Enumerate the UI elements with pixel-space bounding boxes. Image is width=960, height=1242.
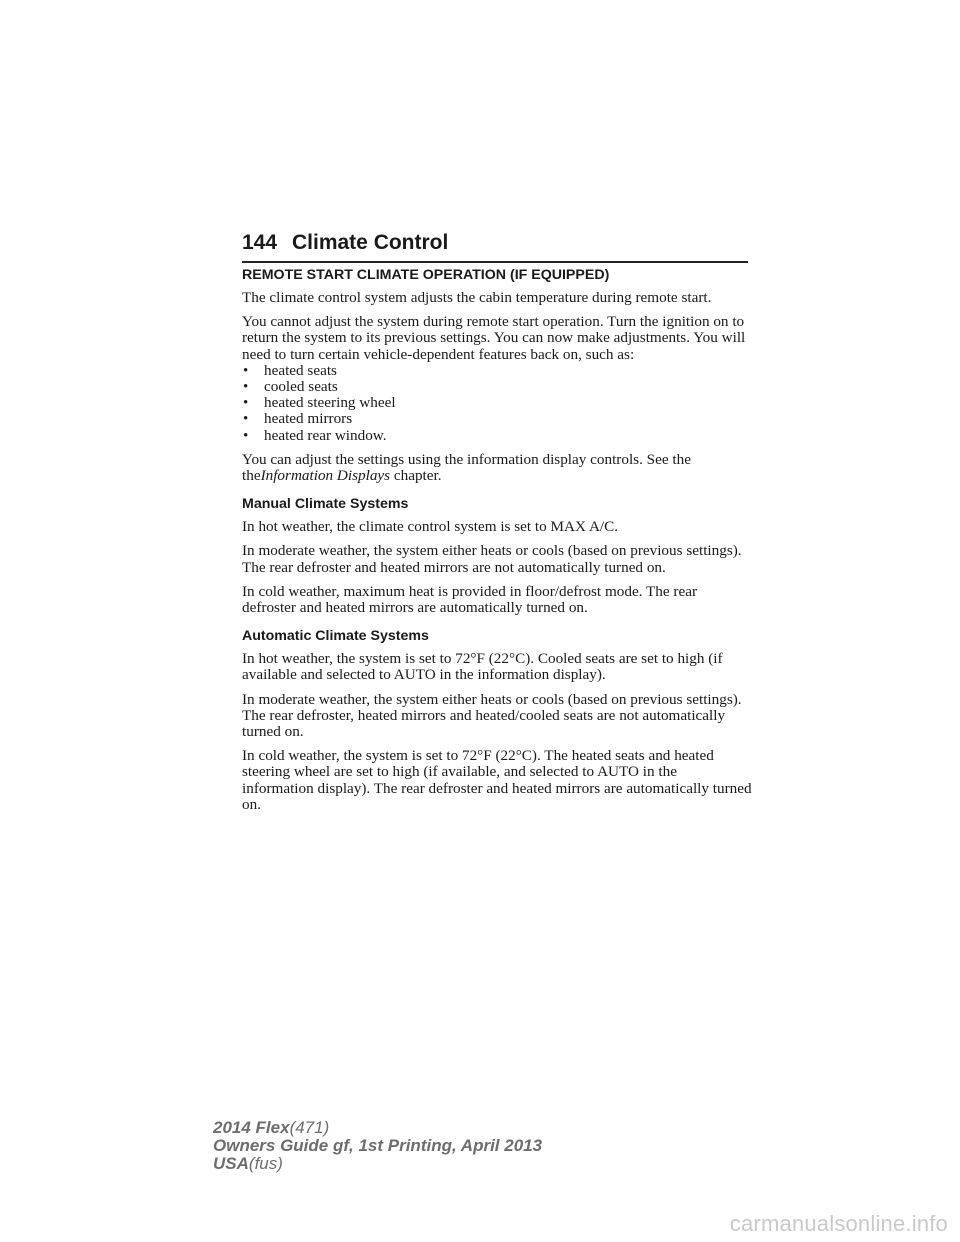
section-intro: The climate control system adjusts the cabin temperature during remote start. xyxy=(242,289,712,306)
section-heading: REMOTE START CLIMATE OPERATION (IF EQUIPPED) xyxy=(242,267,610,283)
list-item-text: cooled seats xyxy=(264,378,338,396)
list-item xyxy=(242,428,752,444)
footer-model: 2014 Flex xyxy=(213,1118,290,1137)
watermark: carmanualsonline.info xyxy=(729,1211,948,1236)
bullet-icon: • xyxy=(243,361,249,379)
footer-line-region xyxy=(213,1155,542,1173)
footer-line-guide xyxy=(213,1137,542,1155)
chapter-reference: Information Displays xyxy=(260,467,391,485)
manual-paragraph: In moderate weather, the system either heats or cools (based on previous settings). The rear defroster and heated mirrors are not automatically turned on. xyxy=(242,542,742,576)
settings-paragraph xyxy=(242,452,752,484)
list-item-text: heated rear window. xyxy=(264,426,387,444)
print-footer xyxy=(213,1119,542,1173)
list-item xyxy=(242,395,752,411)
list-item-text: heated steering wheel xyxy=(264,394,396,412)
list-item-text: heated mirrors xyxy=(264,410,353,428)
page-content xyxy=(242,267,752,821)
bullet-icon: • xyxy=(243,426,249,444)
footer-model-code: (471) xyxy=(289,1118,330,1137)
bullet-icon: • xyxy=(243,378,249,396)
feature-list xyxy=(242,363,752,444)
chapter-title: Climate Control xyxy=(292,231,449,254)
bullet-icon: • xyxy=(243,394,249,412)
settings-text-the: the xyxy=(242,467,261,485)
manual-paragraph: In hot weather, the climate control system is set to MAX A/C. xyxy=(242,518,619,536)
list-item xyxy=(242,411,752,427)
footer-line-model xyxy=(213,1119,542,1137)
manual-heading: Manual Climate Systems xyxy=(242,496,409,513)
automatic-heading: Automatic Climate Systems xyxy=(242,628,429,645)
automatic-paragraph: In hot weather, the system is set to 72°F (22°C). Cooled seats are set to high (if available and selected to AUTO in the information display). xyxy=(242,650,723,684)
list-item xyxy=(242,363,752,379)
footer-region: USA xyxy=(213,1154,249,1173)
footer-region-code: (fus) xyxy=(248,1154,283,1173)
footer-guide: Owners Guide gf, 1st Printing, April 2013 xyxy=(213,1136,543,1155)
settings-text: You can adjust the settings using the information display controls. See the xyxy=(242,450,691,468)
list-item xyxy=(242,379,752,395)
list-item-text: heated seats xyxy=(264,361,337,379)
bullet-icon: • xyxy=(243,410,249,428)
adjust-paragraph: You cannot adjust the system during remote start operation. Turn the ignition on to return the system to its previous settings. You can now make adjustments. You will need to turn certain vehicle-dependent features back on, such as: xyxy=(242,313,746,363)
manual-paragraph: In cold weather, maximum heat is provided in floor/defrost mode. The rear defroster and heated mirrors are automatically turned on. xyxy=(242,582,698,617)
settings-text-end: chapter. xyxy=(393,467,442,485)
automatic-paragraph: In moderate weather, the system either heats or cools (based on previous settings). The rear defroster, heated mirrors and heated/cooled seats are not automatically turned on. xyxy=(242,690,742,741)
page-header xyxy=(242,230,748,263)
page-number: 144 xyxy=(242,231,278,254)
automatic-paragraph: In cold weather, the system is set to 72°F (22°C). The heated seats and heated steering wheel are set to high (if available, and selected to AUTO in the information display). The rear defroster and heated mirrors are automatically turned on. xyxy=(242,747,752,813)
